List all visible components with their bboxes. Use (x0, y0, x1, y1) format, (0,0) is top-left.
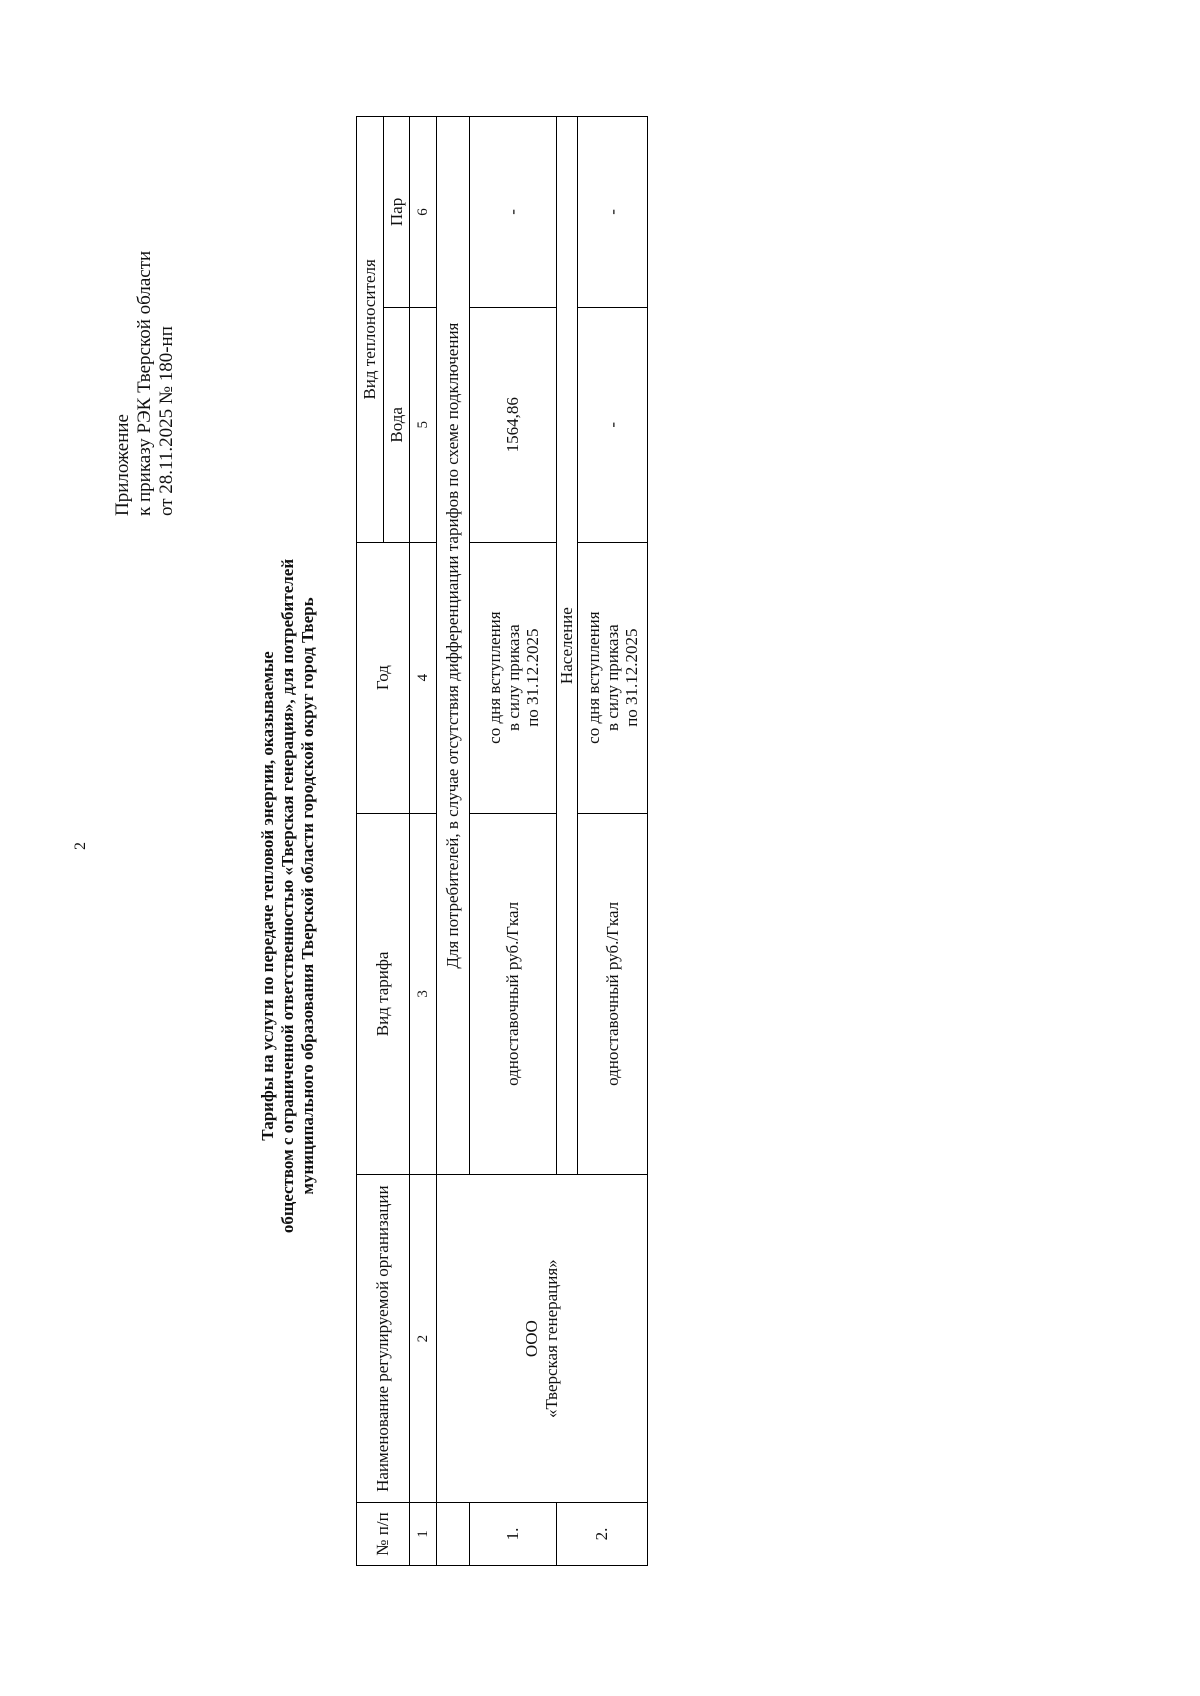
header-steam: Пар (384, 117, 410, 308)
header-water: Вода (384, 307, 410, 542)
row-year-line-2: в силу приказа (603, 624, 622, 731)
column-number: 6 (410, 117, 437, 308)
section-spacer-num (437, 1503, 470, 1566)
title-line-3: муниципального образования Тверской области городской округ город Тверь (298, 597, 317, 1195)
header-carrier: Вид теплоносителя (357, 117, 384, 543)
row-year-line-2: в силу приказа (503, 624, 523, 731)
title-line-1: Тарифы на услуги по передаче тепловой энергии, оказываемые (258, 651, 277, 1141)
header-year: Год (357, 542, 410, 813)
column-number-row (410, 117, 437, 1566)
organization-line-2: «Тверская генерация» (542, 1259, 561, 1418)
row-year-line-3: по 31.12.2025 (622, 628, 641, 727)
appendix-line-2: к приказу РЭК Тверской области (134, 250, 155, 516)
row-year (470, 542, 557, 813)
page-number: 2 (72, 842, 89, 850)
column-number: 4 (410, 542, 437, 813)
row-steam: - (470, 117, 557, 308)
row-year (578, 542, 648, 813)
column-number: 5 (410, 307, 437, 542)
row-water: - (578, 307, 648, 542)
column-number: 2 (410, 1175, 437, 1503)
section-row (437, 117, 470, 1566)
subsection-label: Население (557, 117, 578, 1175)
row-tariff: одноставочный руб./Гкал (470, 813, 557, 1175)
row-water: 1564,86 (470, 307, 557, 542)
appendix-block (112, 251, 178, 516)
organization-cell (437, 1175, 648, 1503)
section-label: Для потребителей, в случае отсутствия дифференциации тарифов по схеме подключения (437, 117, 470, 1175)
row-num: 1. (470, 1503, 557, 1566)
header-organization: Наименование регулируемой организации (357, 1175, 410, 1503)
header-num: № п/п (357, 1503, 410, 1566)
row-year-line-1: со дня вступления (584, 611, 603, 744)
header-tariff-type: Вид тарифа (357, 813, 410, 1175)
column-number: 3 (410, 813, 437, 1175)
column-number: 1 (410, 1503, 437, 1566)
organization-line-1: ООО (522, 1320, 541, 1358)
row-num: 2. (557, 1503, 648, 1566)
title-line-2: обществом с ограниченной ответственностью «Тверская генерация», для потребителей (278, 558, 297, 1234)
document-title (258, 396, 318, 1396)
appendix-line-3: от 28.11.2025 № 180-нп (156, 326, 177, 516)
row-year-line-3: по 31.12.2025 (522, 628, 542, 727)
tariff-table (356, 116, 648, 1566)
row-year-line-1: со дня вступления (484, 611, 504, 744)
row-steam: - (578, 117, 648, 308)
appendix-line-1: Приложение (112, 414, 133, 516)
row-tariff: одноставочный руб./Гкал (578, 813, 648, 1175)
header-row (357, 117, 384, 1566)
